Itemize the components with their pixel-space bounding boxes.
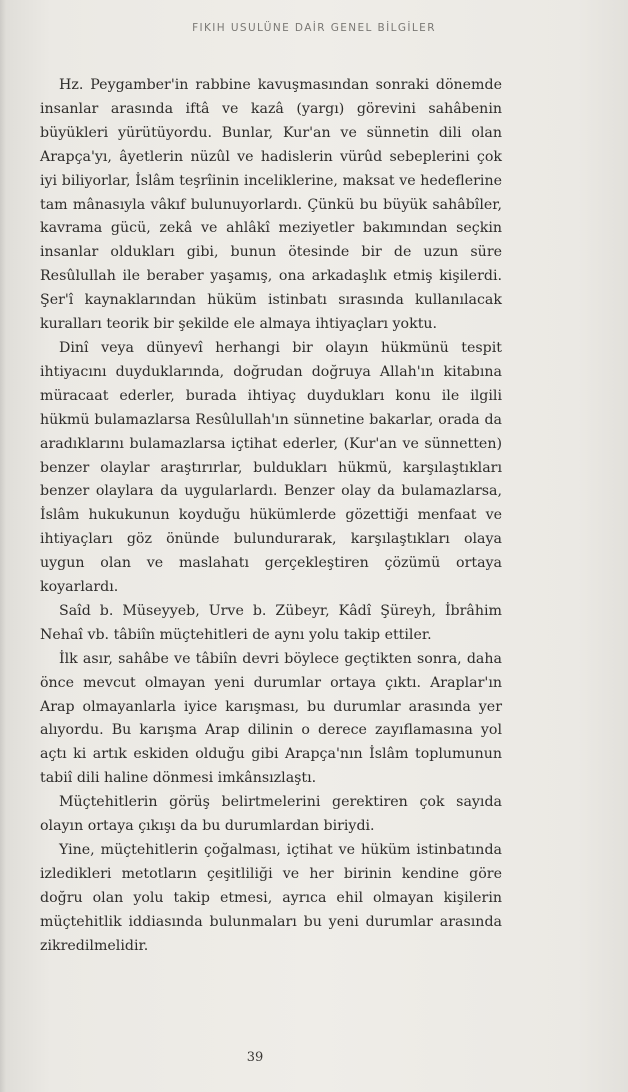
paragraph-6: Yine, müçtehitlerin çoğalması, içtihat ve hüküm istinbatında izledikleri metotların çeşitliliği ve her birinin kendine göre doğru olan yolu takip etmesi, ayrıca ehil olmayan kişilerin müçtehitlik iddiasında bulunmaları bu yeni durumlar arasında zikredilmelidir. [40, 842, 502, 954]
paragraph-5: Müçtehitlerin görüş belirtmelerini gerektiren çok sayıda olayın ortaya çıkışı da bu durumlardan biriydi. [40, 794, 502, 835]
paragraph-3: Saîd b. Müseyyeb, Urve b. Zübeyr, Kâdî Şüreyh, İbrâhim Nehaî vb. tâbiîn müçtehitleri de aynı yolu takip ettiler. [40, 602, 502, 643]
paragraph-2: Dinî veya dünyevî herhangi bir olayın hükmünü tespit ihtiyacını duyduklarında, doğrudan doğruya Allah'ın kitabına müracaat ederler, burada ihtiyaç duydukları konu ile ilgili hükmü bulamazlarsa Resûlullah'ın sünnetine bakarlar, orada da aradıklarını bulamazlarsa içtihat ederler, (Kur'an ve sünnetten) benzer olaylar araştırırlar, buldukları hükmü, karşılaştıkları benzer olaylara da uygularlardı. Benzer olay da bulamazlarsa, İslâm hukukunun koyduğu hükümlerde gözettiği menfaat ve ihtiyaçları göz önünde bulundurarak, karşılaştıkları olaya uygun olan ve maslahatı gerçekleştiren çözümü ortaya koyarlardı. [40, 339, 502, 596]
body-text [40, 74, 502, 959]
paragraph-4: İlk asır, sahâbe ve tâbiîn devri böylece geçtikten sonra, daha önce mevcut olmayan yeni durumlar ortaya çıktı. Araplar'ın Arap olmayanlarla iyice karışması, bu durumlar arasında yer alıyordu. Bu karışma Arap dilinin o derece zayıflamasına yol açtı ki artık eskiden olduğu gibi Arapça'nın İslâm toplumunun tabiî dili haline dönmesi imkânsızlaştı. [40, 650, 502, 787]
page-number: 39 [246, 1050, 264, 1065]
paragraph-1: Hz. Peygamber'in rabbine kavuşmasından sonraki dönemde insanlar arasında iftâ ve kazâ (yargı) görevini sahâbenin büyükleri yürütüyordu. Bunlar, Kur'an ve sünnetin dili olan Arapça'yı, âyetlerin nüzûl ve hadislerin vürûd sebeplerini çok iyi biliyorlar, İslâm teşrîinin inceliklerine, maksat ve hedeflerine tam mânasıyla vâkıf bulunuyorlardı. Çünkü bu büyük sahâbîler, kavrama gücü, zekâ ve ahlâkî meziyetler bakımından seçkin insanlar oldukları gibi, bunun ötesinde bir de uzun süre Resûlullah ile beraber yaşamış, ona arkadaşlık etmiş kişilerdi. Şer'î kaynaklarından hüküm istinbatı sırasında kullanılacak kuralları teorik bir şekilde ele almaya ihtiyaçları yoktu. [40, 77, 502, 333]
gutter-shadow [0, 0, 6, 1092]
running-head: FIKIH USULÜNE DAİR GENEL BİLGİLER [192, 22, 436, 34]
